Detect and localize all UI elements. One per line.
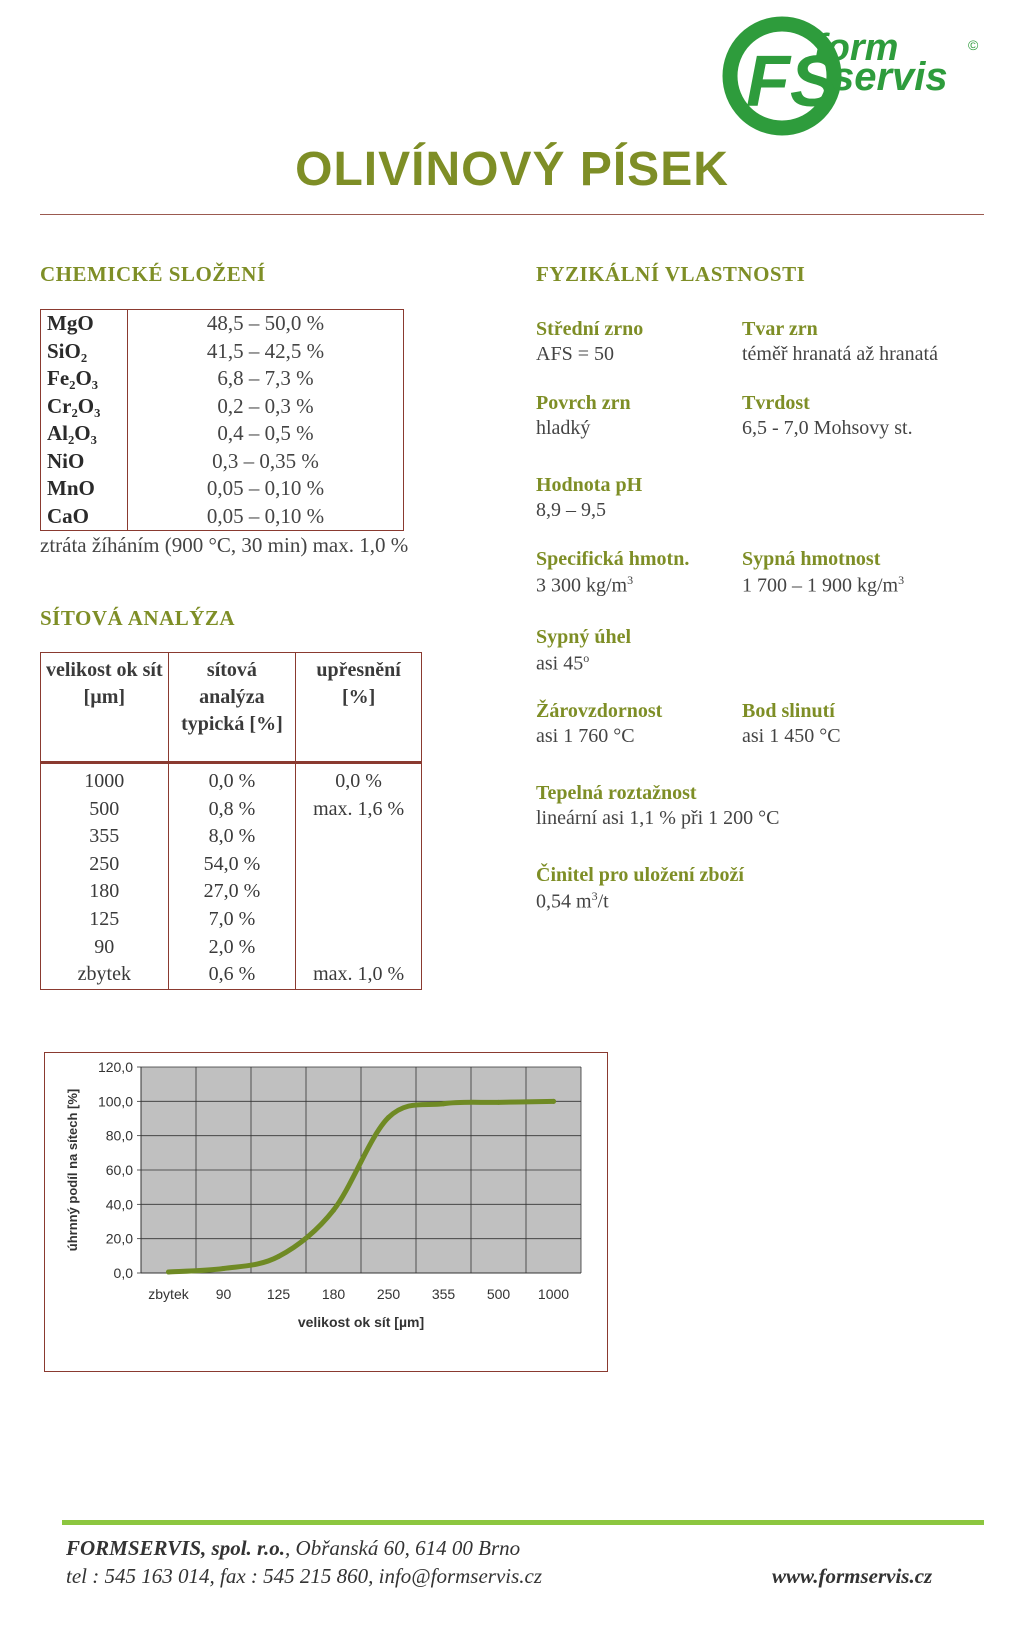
property-item <box>742 318 938 366</box>
physical-heading: FYZIKÁLNÍ VLASTNOSTI <box>536 262 806 286</box>
compound-name: MgO <box>41 310 128 338</box>
y-tick-label: 20,0 <box>105 1230 133 1247</box>
compound-name: Al₂O₃ <box>41 420 128 448</box>
data-point <box>551 1099 556 1104</box>
sieve-spec: max. 1,0 % <box>313 963 405 986</box>
sieve-typical: 0,0 % <box>168 763 296 796</box>
sieve-typical: 0,8 % <box>168 796 296 824</box>
chemical-row <box>41 365 404 393</box>
sieve-size: 180 <box>41 878 169 906</box>
property-value-line <box>536 889 744 914</box>
chart-svg <box>45 1053 607 1371</box>
sieve-heading: SÍTOVÁ ANALÝZA <box>40 606 236 630</box>
sieve-row <box>41 961 422 989</box>
compound-value: 6,8 – 7,3 % <box>217 366 314 390</box>
chemical-row <box>41 393 404 421</box>
sieve-row <box>41 823 422 851</box>
property-label: Tvar zrn <box>742 318 818 340</box>
chemical-heading: CHEMICKÉ SLOŽENÍ <box>40 262 266 286</box>
footer-website-link[interactable]: www.formservis.cz <box>772 1564 933 1588</box>
property-item <box>536 782 780 830</box>
property-value-line <box>536 499 642 522</box>
sieve-size: 500 <box>41 796 169 824</box>
compound-name: Fe₂O₃ <box>41 365 128 393</box>
compound-name: MnO <box>41 475 128 503</box>
y-tick-label: 40,0 <box>105 1196 133 1213</box>
data-point <box>221 1266 226 1271</box>
property-value: hladký <box>536 417 591 439</box>
compound-value: 0,2 – 0,3 % <box>217 393 314 418</box>
property-value: 6,5 - 7,0 Mohsovy st. <box>742 417 913 439</box>
property-item <box>536 626 631 676</box>
property-value-sup: 3 <box>898 573 905 587</box>
y-tick-label: 0,0 <box>113 1265 133 1281</box>
compound-name: SiO₂ <box>41 338 128 366</box>
property-item <box>536 474 642 522</box>
sieve-row <box>41 934 422 962</box>
logo-text-top: form <box>814 27 899 69</box>
sieve-row <box>41 763 422 796</box>
sieve-row <box>41 796 422 824</box>
y-tick-label: 100,0 <box>97 1093 133 1110</box>
sieve-spec <box>296 878 422 906</box>
sieve-row <box>41 906 422 934</box>
logo-mark: FS <box>746 42 839 122</box>
property-value: asi 1 450 °C <box>742 725 841 747</box>
compound-value: 0,05 – 0,10 % <box>206 476 325 500</box>
sieve-size: 250 <box>41 851 169 879</box>
property-label: Specifická hmotn. <box>536 548 690 570</box>
compound-value: 48,5 – 50,0 % <box>206 311 325 335</box>
data-point <box>496 1100 501 1105</box>
property-value-line <box>742 573 904 598</box>
property-label: Sypná hmotnost <box>742 548 881 570</box>
property-value: lineární asi 1,1 % při 1 200 °C <box>536 807 780 829</box>
x-tick-label: zbytek <box>148 1286 189 1302</box>
property-value-line <box>742 725 841 748</box>
sieve-row <box>41 878 422 906</box>
property-value: 1 700 – 1 900 kg/m <box>742 574 899 597</box>
sieve-size: 90 <box>41 934 169 962</box>
sieve-col-size: velikost ok sít [µm] <box>41 653 169 763</box>
footer-address: , Obřanská 60, 614 00 Brno <box>285 1536 521 1560</box>
property-value-line <box>536 573 689 598</box>
y-tick-label: 120,0 <box>97 1059 133 1075</box>
property-label: Tvrdost <box>742 392 810 414</box>
property-value-suffix: /t <box>597 890 609 913</box>
sieve-typical: 7,0 % <box>168 906 296 934</box>
chemical-row <box>41 475 404 503</box>
property-value-sup: 3 <box>627 573 634 587</box>
property-value: 8,9 – 9,5 <box>536 499 606 521</box>
formservis-logo <box>722 14 984 138</box>
property-item <box>742 700 841 748</box>
property-item <box>742 548 904 598</box>
sieve-typical: 0,6 % <box>168 961 296 989</box>
property-label: Žárovzdornost <box>536 700 663 722</box>
property-value: asi 1 760 °C <box>536 725 635 747</box>
data-point <box>441 1101 446 1106</box>
x-axis-title: velikost ok sít [µm] <box>297 1314 425 1330</box>
property-item <box>536 864 744 914</box>
compound-name: CaO <box>41 503 128 531</box>
property-value-line <box>536 651 631 676</box>
property-label: Sypný úhel <box>536 626 632 648</box>
property-value: 3 300 kg/m <box>536 574 628 597</box>
y-tick-label: 60,0 <box>105 1162 133 1178</box>
data-point <box>386 1115 391 1120</box>
property-item <box>536 548 689 598</box>
property-value-line <box>536 725 662 748</box>
sieve-col-typical: sítová analýza typická [%] <box>168 653 296 763</box>
x-tick-label: 1000 <box>537 1286 570 1302</box>
x-tick-label: 125 <box>266 1286 291 1302</box>
footer-address-line <box>66 1536 520 1561</box>
property-item <box>742 392 913 440</box>
property-value-sup: 3 <box>591 889 598 903</box>
x-tick-label: 180 <box>321 1286 346 1302</box>
sieve-typical: 54,0 % <box>168 851 296 879</box>
property-value-line <box>536 417 631 440</box>
registered-mark: © <box>968 37 979 53</box>
property-label: Hodnota pH <box>536 474 643 496</box>
property-value-line <box>742 417 913 440</box>
x-tick-label: 355 <box>431 1286 456 1302</box>
compound-value: 0,4 – 0,5 % <box>217 421 314 445</box>
sieve-size: 125 <box>41 906 169 934</box>
x-tick-label: 90 <box>215 1286 232 1302</box>
property-item <box>536 318 643 366</box>
chemical-row <box>41 420 404 448</box>
sieve-spec: 0,0 % <box>335 770 382 792</box>
x-tick-label: 500 <box>486 1286 511 1302</box>
sieve-spec <box>296 851 422 879</box>
sieve-size: 1000 <box>41 763 169 796</box>
chemical-table <box>40 309 404 531</box>
chemical-note: ztráta žíháním (900 °C, 30 min) max. 1,0 % <box>40 533 409 557</box>
x-tick-label: 250 <box>376 1286 401 1302</box>
logo-text-bottom: servis <box>832 55 948 99</box>
compound-name: Cr₂O₃ <box>41 393 128 421</box>
property-value-sup: o <box>583 651 590 665</box>
chemical-row <box>41 448 404 476</box>
sieve-spec <box>296 934 422 962</box>
sieve-chart <box>44 1052 608 1372</box>
y-axis-title: úhrnný podíl na sítech [%] <box>65 1088 80 1252</box>
property-item <box>536 700 662 748</box>
sieve-size: 355 <box>41 823 169 851</box>
chemical-row <box>41 338 404 366</box>
sieve-spec <box>296 906 422 934</box>
property-value-line <box>536 807 780 830</box>
compound-value: 41,5 – 42,5 % <box>206 338 325 363</box>
sieve-spec <box>296 823 422 851</box>
compound-value: 0,3 – 0,35 % <box>212 448 319 473</box>
title-divider <box>40 214 984 215</box>
sieve-table <box>40 652 422 990</box>
data-point <box>331 1208 336 1213</box>
property-value: asi 45 <box>536 652 584 675</box>
chemical-row <box>41 503 404 531</box>
property-label: Bod slinutí <box>742 700 835 722</box>
sieve-row <box>41 851 422 879</box>
property-label: Střední zrno <box>536 318 644 340</box>
property-value: téměř hranatá až hranatá <box>742 343 938 365</box>
property-value: AFS = 50 <box>536 343 614 365</box>
sieve-size: zbytek <box>41 961 169 989</box>
sieve-col-spec: upřesnění [%] <box>296 653 422 763</box>
compound-name: NiO <box>41 448 128 476</box>
property-value-line <box>742 343 938 366</box>
data-point <box>276 1254 281 1259</box>
footer-company: FORMSERVIS, spol. r.o. <box>66 1536 286 1560</box>
footer-rule <box>62 1520 984 1525</box>
sieve-typical: 8,0 % <box>168 823 296 851</box>
property-value: 0,54 m <box>536 890 592 913</box>
sieve-spec: max. 1,6 % <box>313 797 405 820</box>
page-title: OLIVÍNOVÝ PÍSEK <box>295 143 729 196</box>
data-point <box>166 1269 171 1274</box>
property-value-line <box>536 343 643 366</box>
footer-contact[interactable]: tel : 545 163 014, fax : 545 215 860, info@formservis.cz <box>66 1564 543 1588</box>
sieve-typical: 27,0 % <box>168 878 296 906</box>
compound-value: 0,05 – 0,10 % <box>206 503 325 528</box>
property-label: Tepelná roztažnost <box>536 782 697 804</box>
property-label: Povrch zrn <box>536 392 631 414</box>
property-item <box>536 392 631 440</box>
sieve-typical: 2,0 % <box>168 934 296 962</box>
property-label: Činitel pro uložení zboží <box>536 864 744 886</box>
y-tick-label: 80,0 <box>105 1127 133 1144</box>
chemical-row <box>41 310 404 338</box>
